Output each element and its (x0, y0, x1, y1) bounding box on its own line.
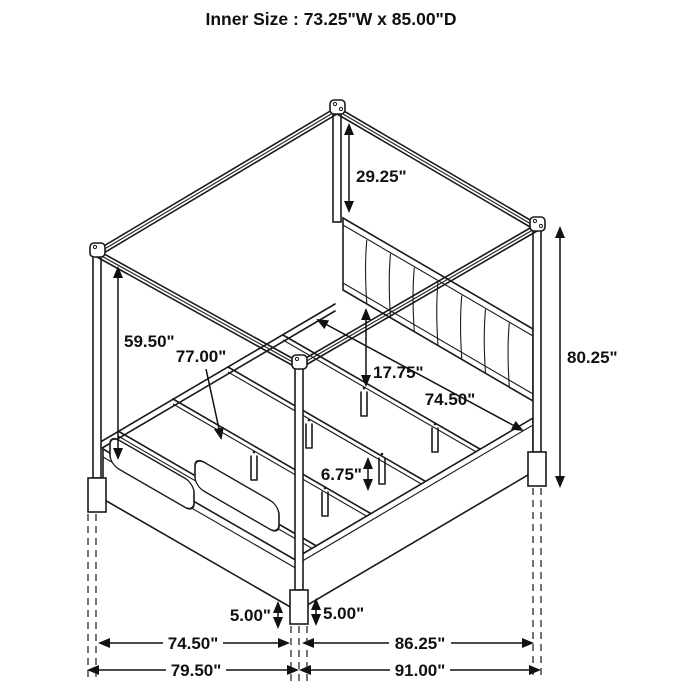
post-left-foot (88, 478, 106, 512)
post-front-foot (290, 590, 308, 624)
inner-size-title: Inner Size : 73.25"W x 85.00"D (205, 9, 457, 29)
projection-left-post (88, 514, 96, 678)
post-front (295, 368, 303, 590)
dim-overall-depth (301, 659, 539, 680)
post-right (533, 230, 541, 452)
dim-overall-width (89, 659, 297, 680)
dim-footboard-width-label: 74.50" (167, 634, 219, 653)
dim-inner-width-label: 74.50" (424, 390, 476, 409)
dim-slat-leg-height (321, 459, 368, 489)
post-left (93, 256, 101, 478)
dim-canopy-to-footboard-label: 59.50" (124, 332, 175, 351)
dim-left-foot-clearance-label: 5.00" (229, 606, 271, 625)
dim-side-rail-length (304, 632, 532, 653)
dim-right-foot-clearance-label: 5.00" (323, 604, 365, 623)
dim-side-rail-length-label: 86.25" (394, 634, 446, 653)
projection-right-post (533, 488, 541, 678)
dim-slat-width-label: 77.00" (175, 347, 227, 366)
dim-canopy-to-headboard-label: 29.25" (356, 167, 407, 186)
dim-footboard-width (100, 632, 288, 653)
dim-overall-height (560, 228, 618, 486)
dim-right-foot-clearance (316, 600, 364, 624)
dim-slat-leg-height-label: 6.75" (320, 465, 362, 484)
footboard (103, 435, 299, 612)
dim-left-foot-clearance (230, 603, 278, 627)
dim-headboard-to-deck-label: 17.75" (373, 363, 424, 382)
dim-overall-height-label: 80.25" (567, 348, 618, 367)
post-right-foot (528, 452, 546, 486)
dim-canopy-to-footboard (118, 268, 175, 458)
dim-overall-width-label: 79.50" (170, 661, 222, 680)
side-rail (299, 418, 533, 610)
headboard (343, 218, 533, 401)
post-back (333, 113, 341, 222)
dim-overall-depth-label: 91.00" (394, 661, 446, 680)
projection-front-post (291, 626, 307, 682)
